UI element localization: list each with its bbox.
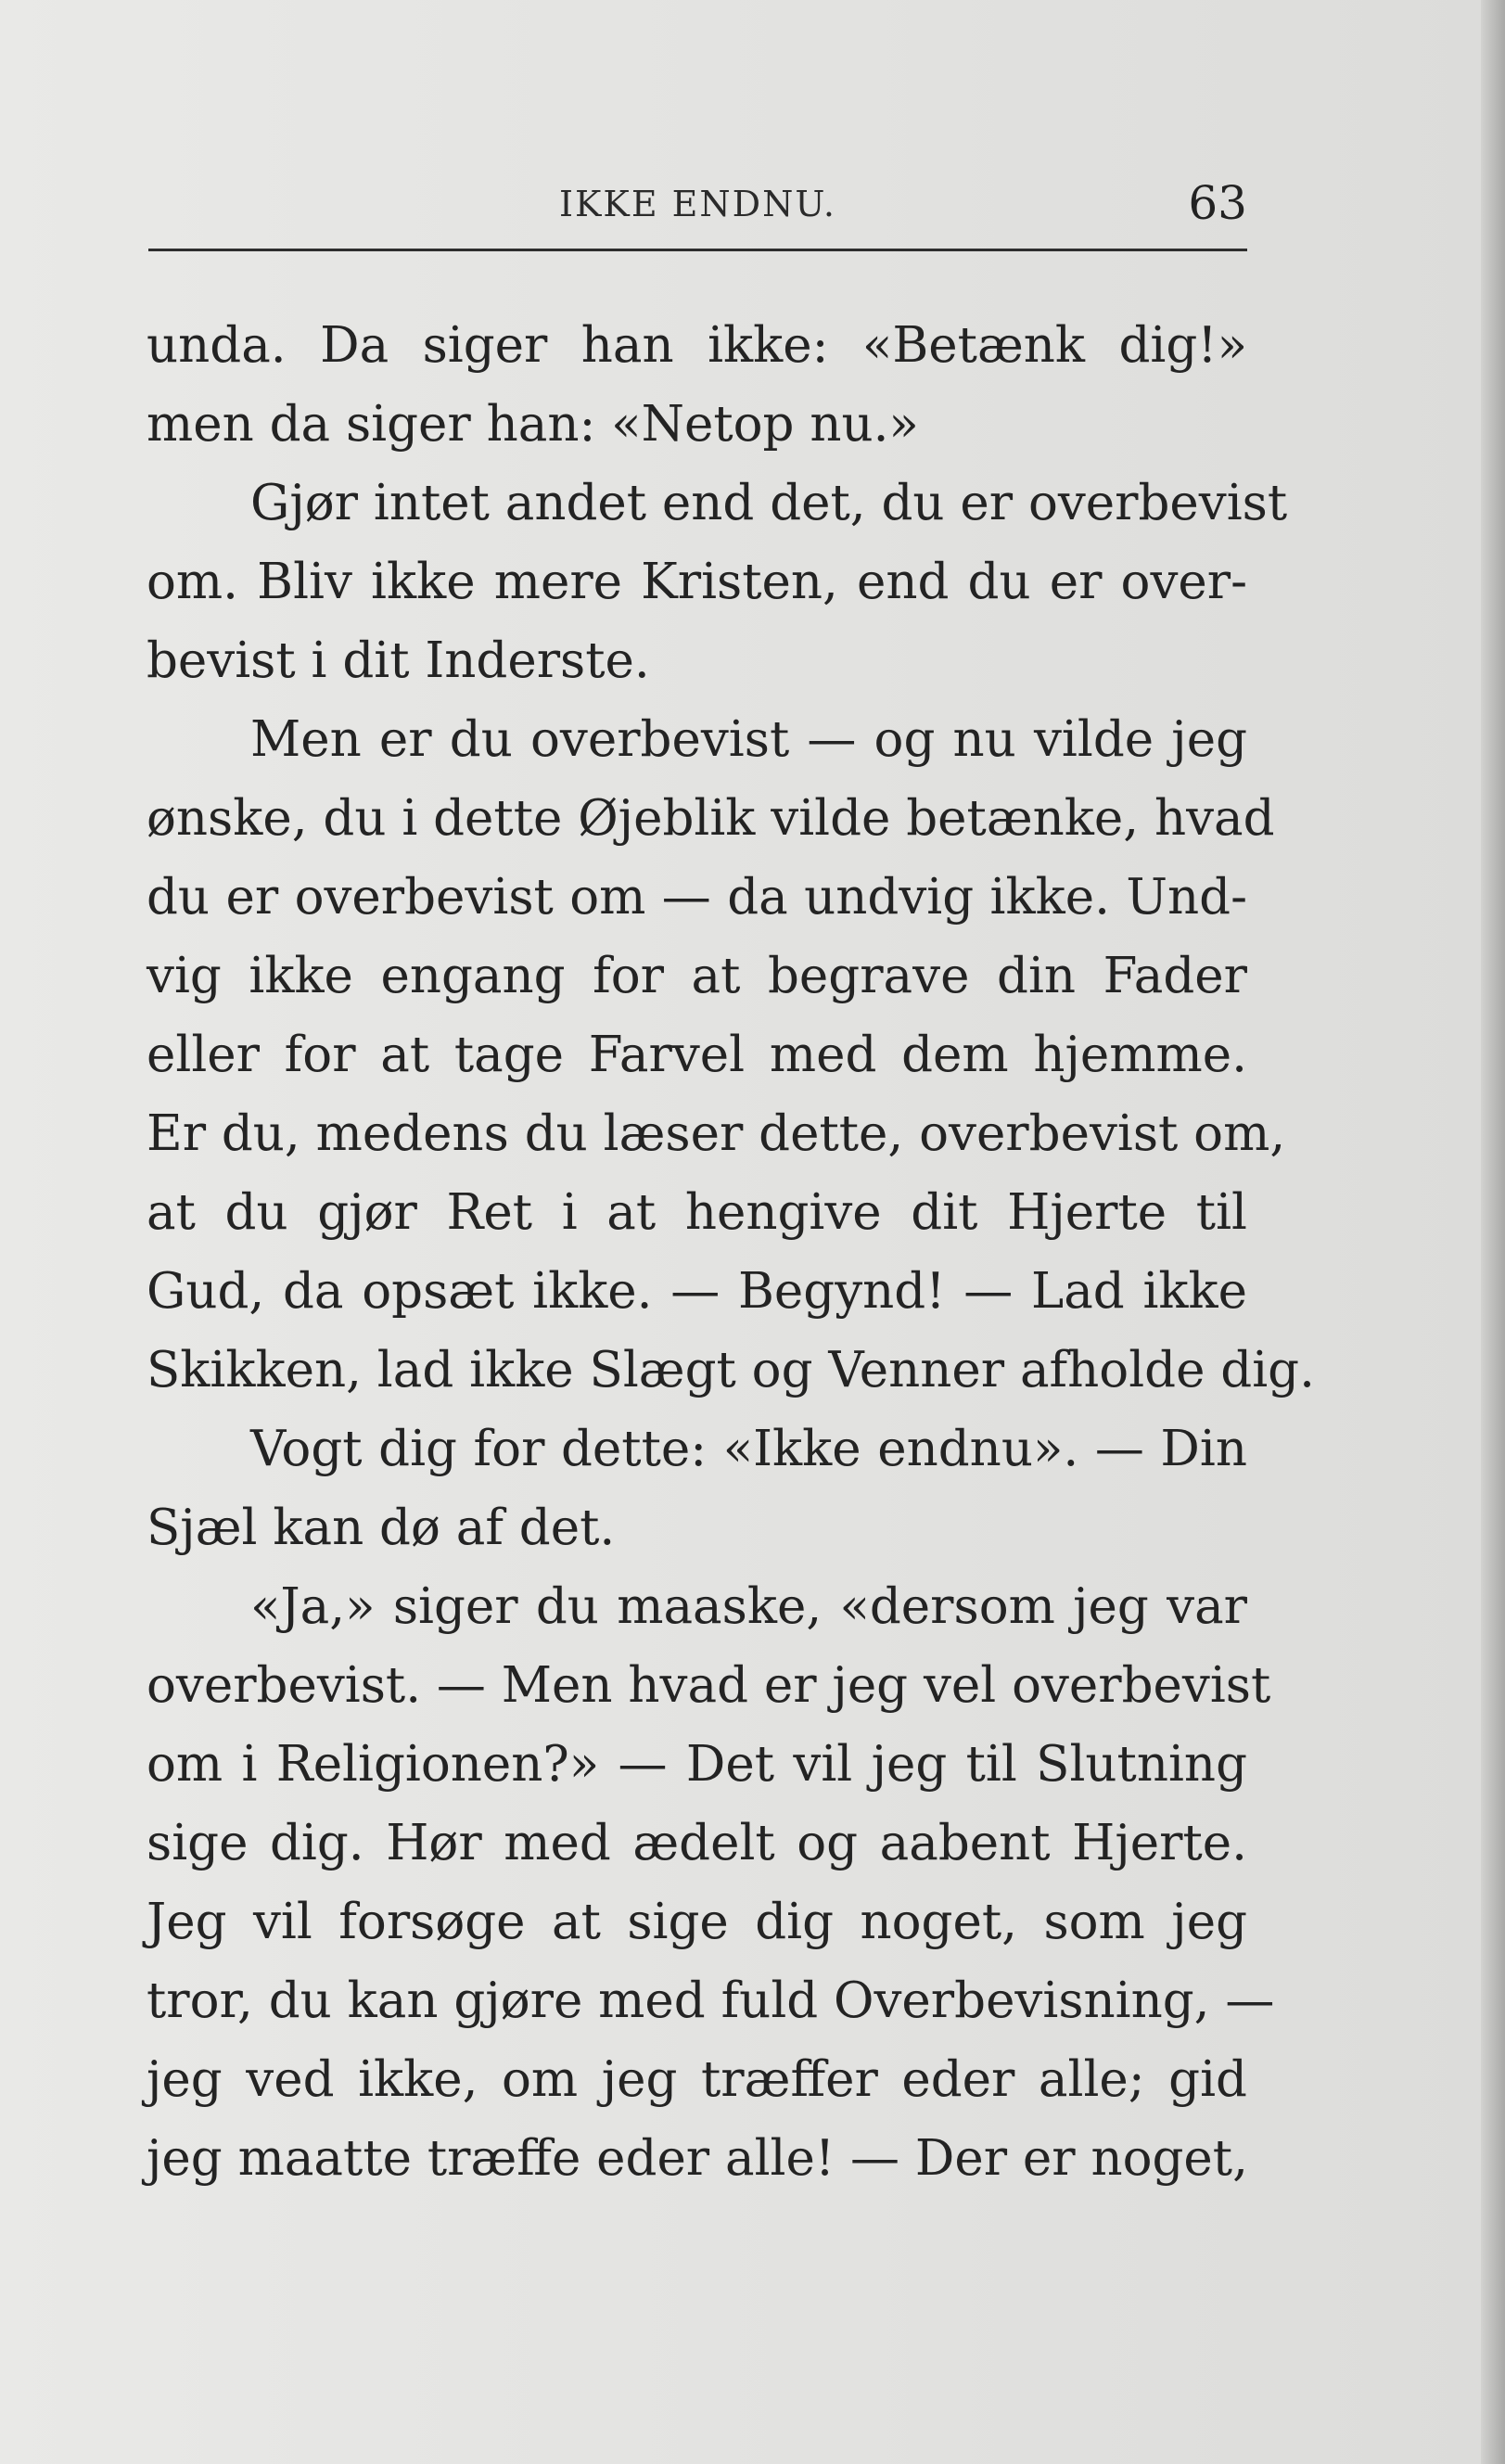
text-line: Vogt dig for dette: «Ikke endnu». — Din — [250, 1421, 1247, 1477]
text-line: du er overbevist om — da undvig ikke. Und- — [147, 869, 1247, 926]
text-line: ønske, du i dette Øjeblik vilde betænke, hvad — [147, 790, 1275, 847]
text-line: Jeg vil forsøge at sige dig noget, som jeg — [147, 1894, 1247, 1950]
text-line: vig ikke engang for at begrave din Fader — [147, 948, 1247, 1004]
page-header — [148, 176, 1247, 249]
text-line: tror, du kan gjøre med fuld Overbevisning, — — [147, 1972, 1275, 2029]
text-line: eller for at tage Farvel med dem hjemme. — [147, 1027, 1247, 1083]
text-line: Skikken, lad ikke Slægt og Venner afholde dig. — [147, 1342, 1315, 1398]
text-line: Men er du overbevist — og nu vilde jeg — [250, 711, 1247, 768]
text-line: «Ja,» siger du maaske, «dersom jeg var — [250, 1578, 1247, 1635]
page-number: 63 — [1188, 176, 1247, 230]
running-head: IKKE ENDNU. — [559, 184, 836, 224]
text-line: Sjæl kan dø af det. — [147, 1500, 616, 1556]
text-line: jeg maatte træffe eder alle! — Der er noget, — [147, 2130, 1248, 2187]
text-line: men da siger han: «Netop nu.» — [147, 396, 919, 453]
page-edge-shadow — [1481, 0, 1505, 2464]
text-line: om. Bliv ikke mere Kristen, end du er over- — [147, 554, 1247, 610]
text-line: om i Religionen?» — Det vil jeg til Slutning — [147, 1736, 1247, 1793]
header-rule — [148, 249, 1247, 251]
text-line: unda. Da siger han ikke: «Betænk dig!» — [147, 317, 1247, 374]
text-line: bevist i dit Inderste. — [147, 632, 650, 689]
text-line: sige dig. Hør med ædelt og aabent Hjerte. — [147, 1815, 1247, 1871]
text-line: jeg ved ikke, om jeg træffer eder alle; gid — [147, 2051, 1247, 2108]
text-line: at du gjør Ret i at hengive dit Hjerte til — [147, 1184, 1247, 1241]
text-line: Gjør intet andet end det, du er overbevist — [250, 475, 1288, 531]
text-line: Gud, da opsæt ikke. — Begynd! — Lad ikke — [147, 1263, 1247, 1320]
text-line: overbevist. — Men hvad er jeg vel overbevist — [147, 1657, 1271, 1714]
text-line: Er du, medens du læser dette, overbevist om, — [147, 1105, 1286, 1162]
body-text — [147, 306, 1315, 2198]
